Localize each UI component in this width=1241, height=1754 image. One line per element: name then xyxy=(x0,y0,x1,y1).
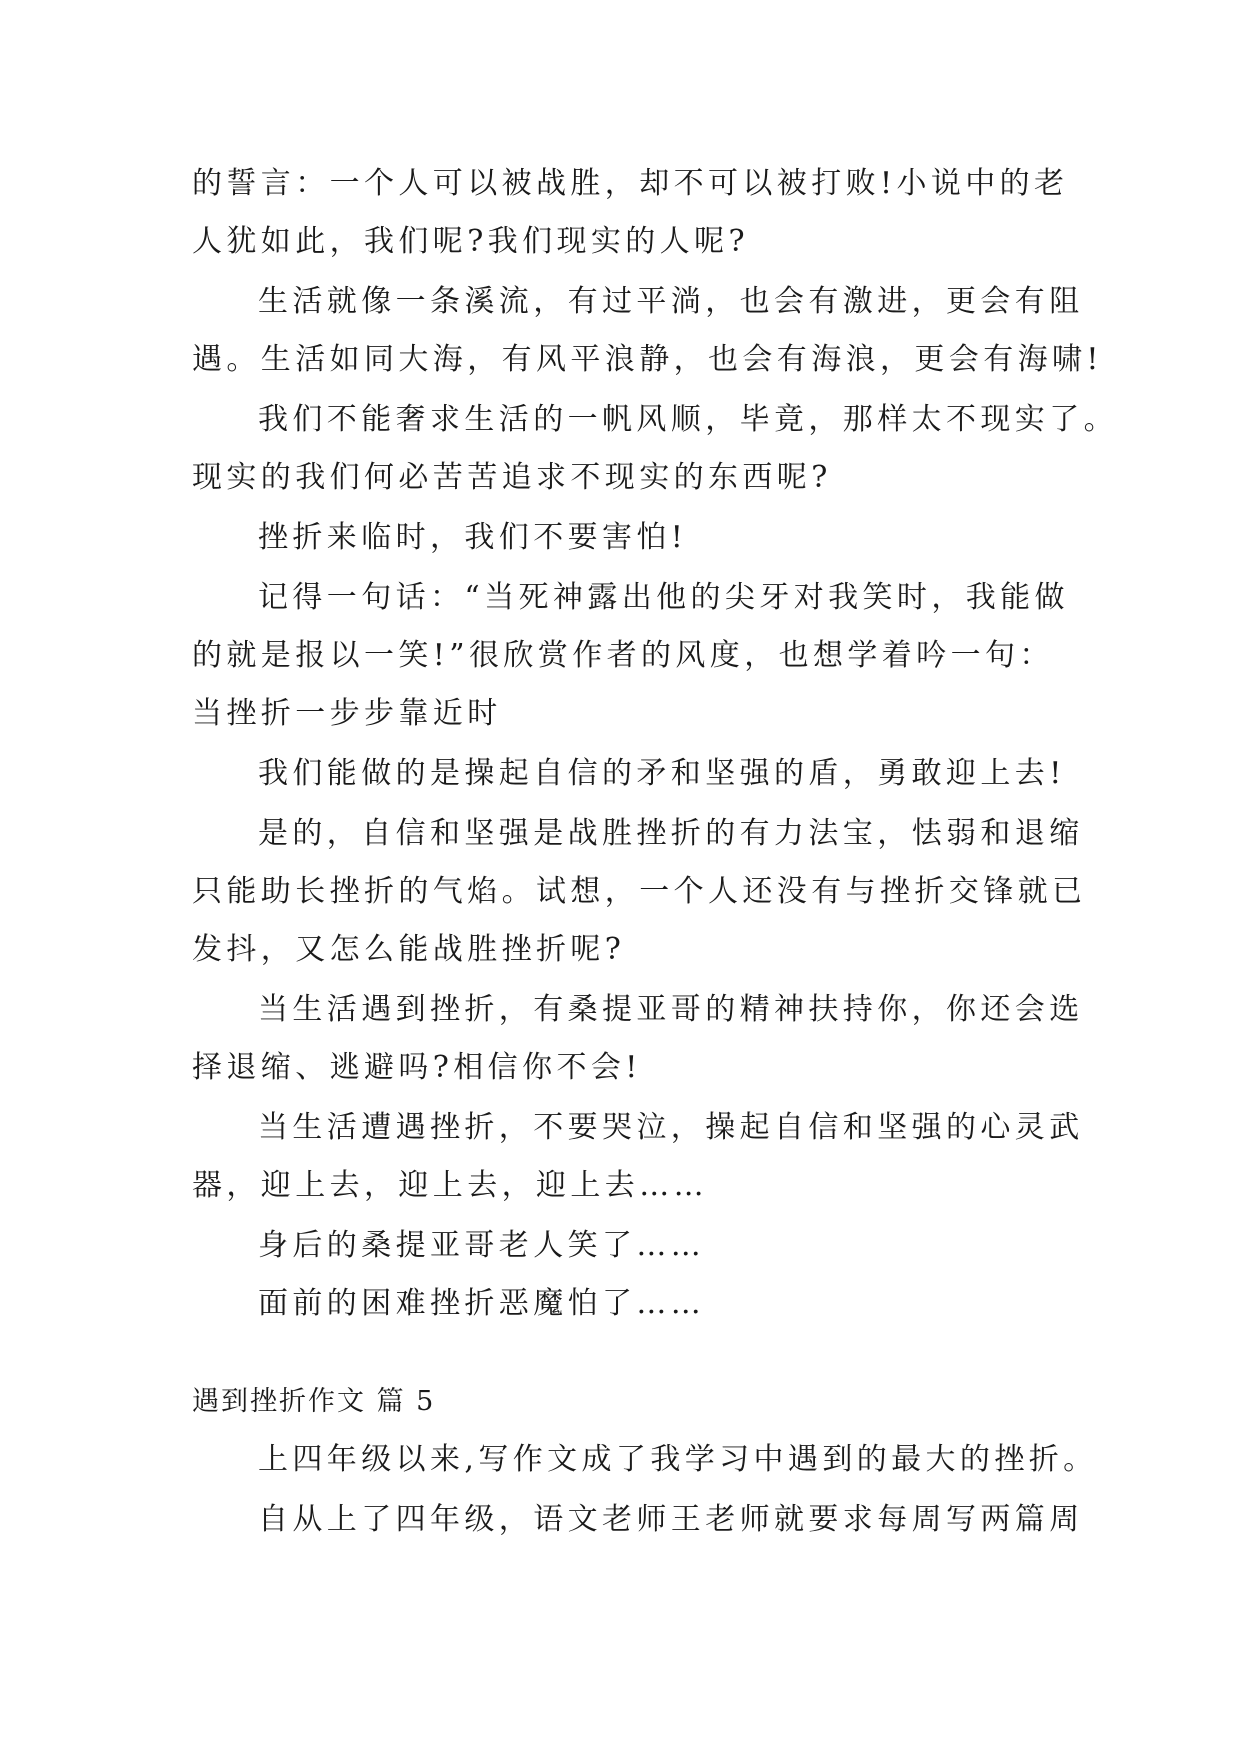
text-line: 当挫折一步步靠近时 xyxy=(192,696,502,731)
text-line: 我们能做的是操起自信的矛和坚强的盾，勇敢迎上去! xyxy=(258,756,1066,791)
text-line: 遇。生活如同大海，有风平浪静，也会有海浪，更会有海啸! xyxy=(192,342,1103,377)
text-line: 只能助长挫折的气焰。试想，一个人还没有与挫折交锋就已 xyxy=(192,874,1087,909)
text-line: 择退缩、逃避吗?相信你不会! xyxy=(192,1050,642,1085)
section-heading: 遇到挫折作文 篇 5 xyxy=(192,1386,436,1417)
text-line: 人犹如此，我们呢?我们现实的人呢? xyxy=(192,224,749,259)
text-line: 面前的困难挫折恶魔怕了…… xyxy=(258,1286,706,1321)
text-line: 是的，自信和坚强是战胜挫折的有力法宝，怯弱和退缩 xyxy=(258,816,1084,851)
text-line: 自从上了四年级，语文老师王老师就要求每周写两篇周 xyxy=(258,1502,1084,1537)
text-line: 当生活遇到挫折，有桑提亚哥的精神扶持你，你还会选 xyxy=(258,992,1084,1027)
text-line: 我们不能奢求生活的一帆风顺，毕竟，那样太不现实了。 xyxy=(258,402,1118,437)
text-line: 器，迎上去，迎上去，迎上去…… xyxy=(192,1168,708,1203)
text-line: 生活就像一条溪流，有过平淌，也会有激进，更会有阻 xyxy=(258,284,1084,319)
text-line: 的就是报以一笑!”很欣赏作者的风度，也想学着吟一句： xyxy=(192,638,1054,673)
text-line: 上四年级以来,写作文成了我学习中遇到的最大的挫折。 xyxy=(258,1442,1098,1477)
text-line: 挫折来临时，我们不要害怕! xyxy=(258,520,688,555)
text-line: 身后的桑提亚哥老人笑了…… xyxy=(258,1228,706,1263)
text-line: 记得一句话：“当死神露出他的尖牙对我笑时，我能做 xyxy=(258,580,1069,615)
text-line: 现实的我们何必苦苦追求不现实的东西呢? xyxy=(192,460,832,495)
text-line: 的誓言：一个人可以被战胜，却不可以被打败!小说中的老 xyxy=(192,166,1069,201)
text-line: 发抖，又怎么能战胜挫折呢? xyxy=(192,932,626,967)
text-line: 当生活遭遇挫折，不要哭泣，操起自信和坚强的心灵武 xyxy=(258,1110,1084,1145)
